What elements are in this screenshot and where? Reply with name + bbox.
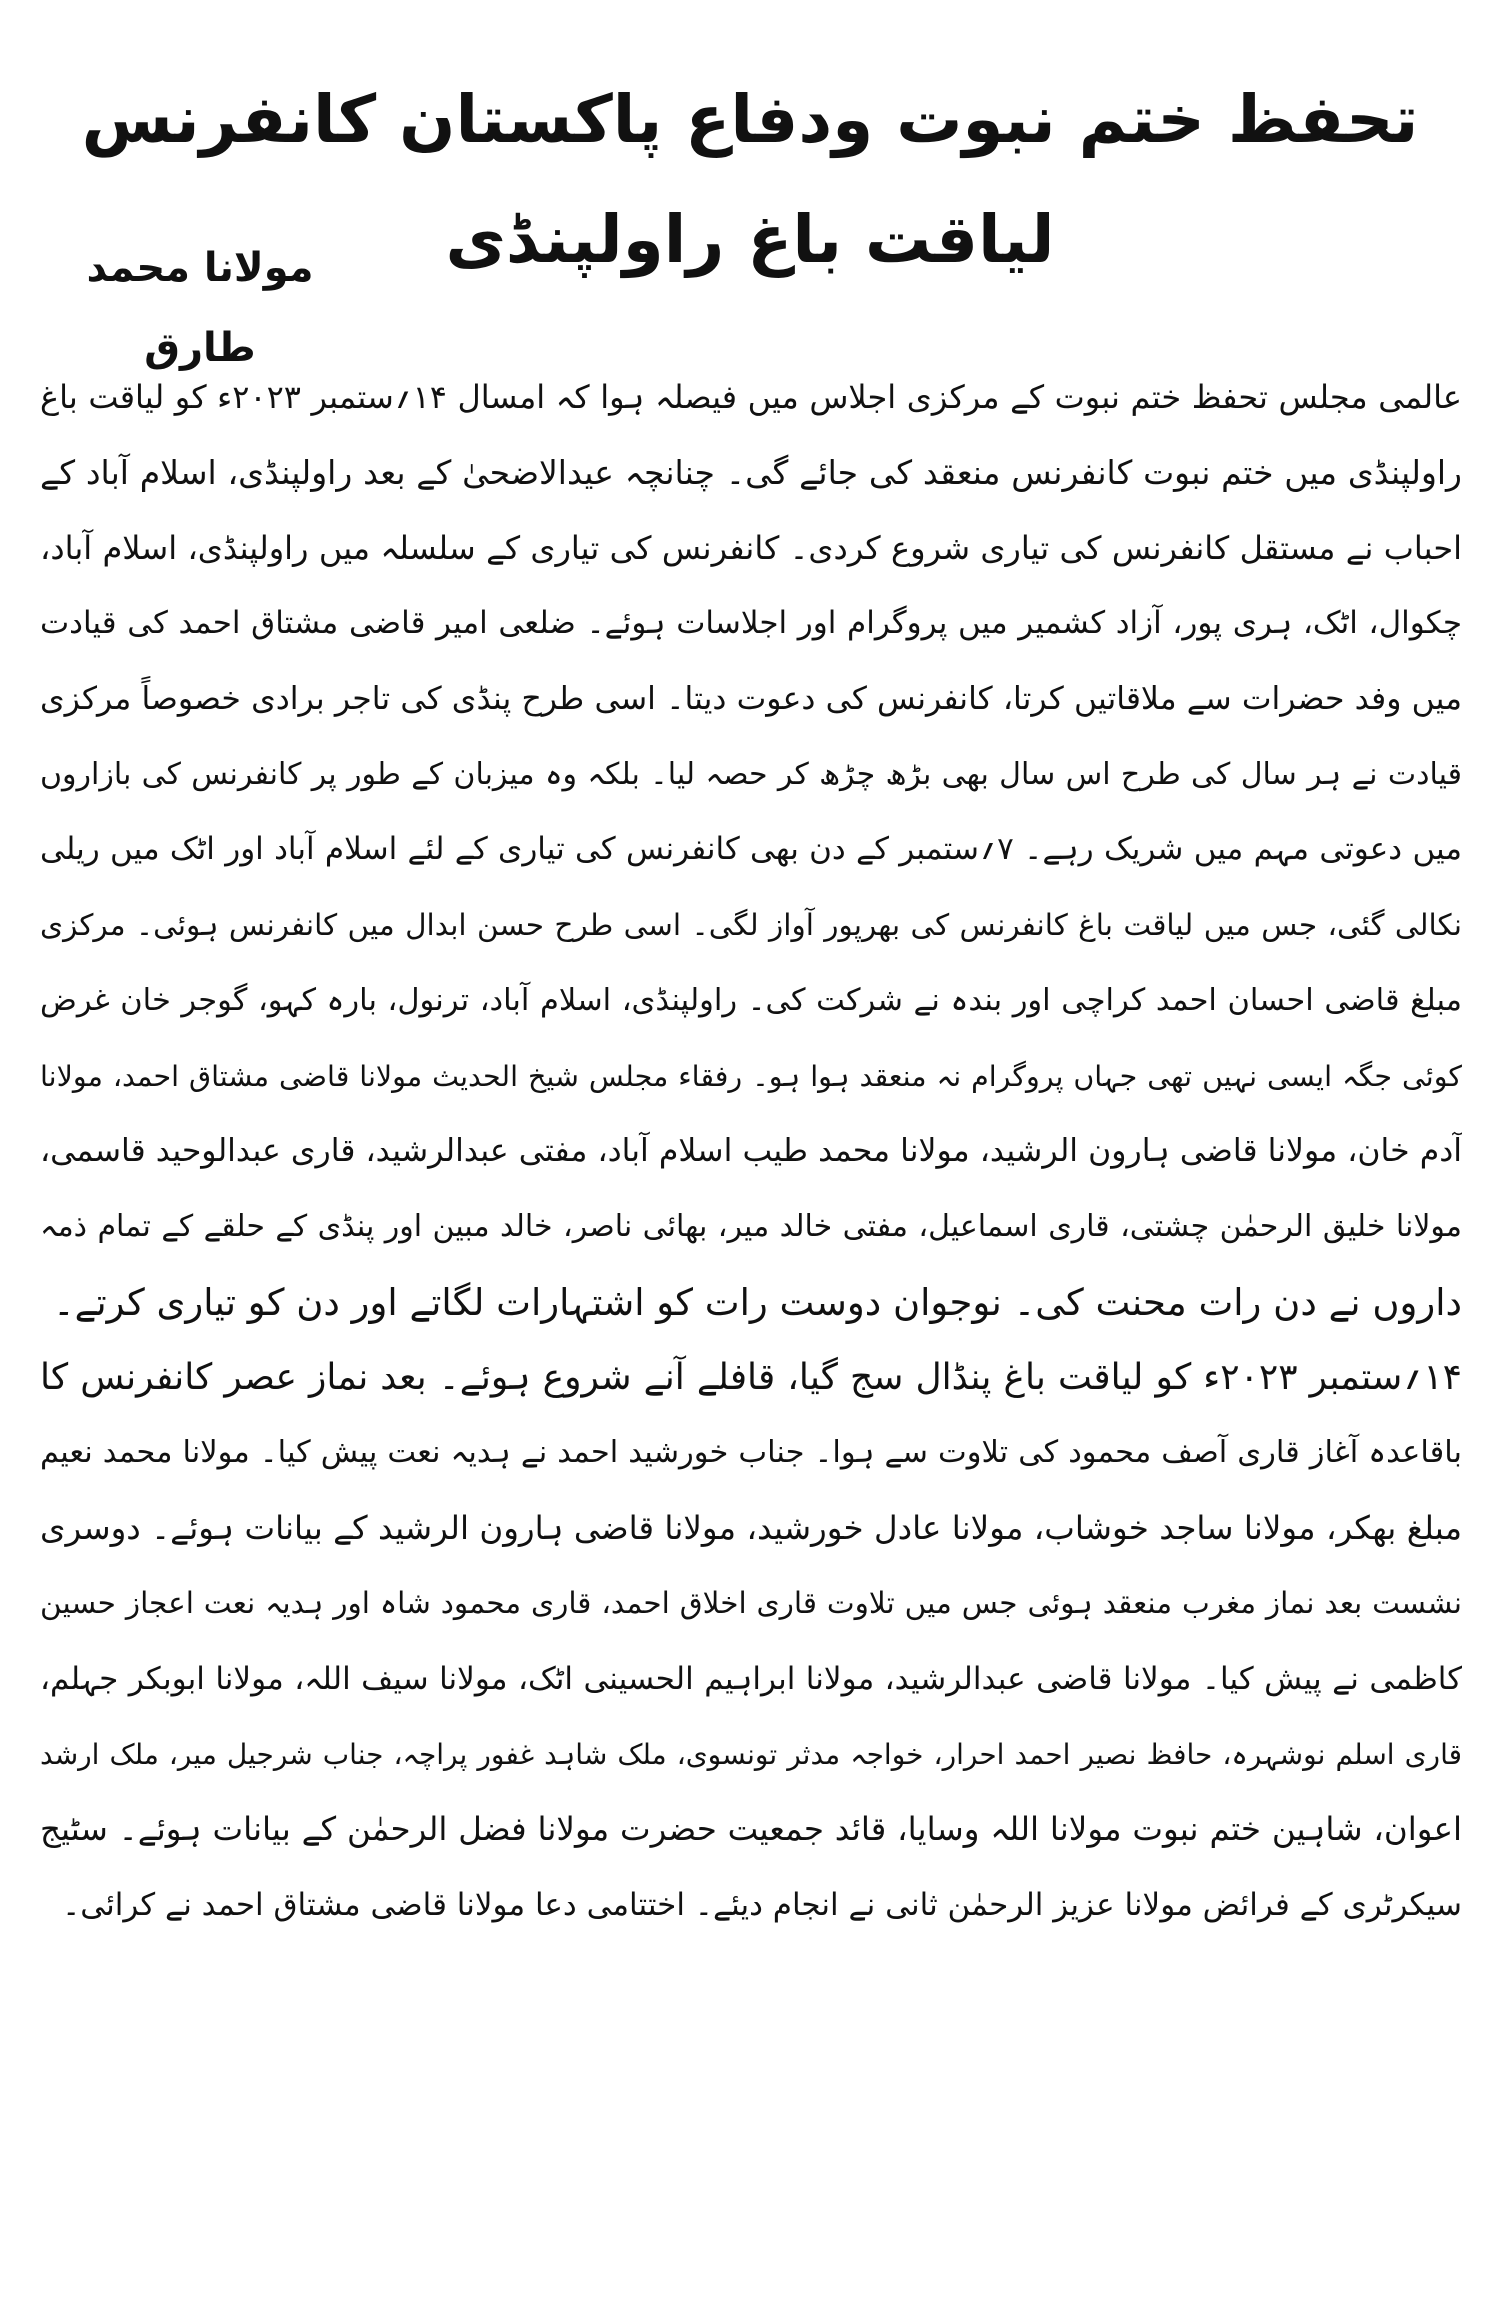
body-line: سیکرٹری کے فرائض مولانا عزیز الرحمٰن ثانی نے انجام دیئے۔ اختتامی دعا مولانا قاضی مشتاق احمد نے کرائی۔ — [62, 1886, 1462, 1923]
body-line: میں وفد حضرات سے ملاقاتیں کرتا، کانفرنس کی دعوت دیتا۔ اسی طرح پنڈی کی تاجر برادی خصوصاً مرکزی — [40, 680, 1462, 717]
body-line: ۱۴؍ستمبر ۲۰۲۳ء کو لیاقت باغ پنڈال سج گیا، قافلے آنے شروع ہوئے۔ بعد نماز عصر کانفرنس کا — [40, 1357, 1462, 1399]
article-title: تحفظ ختم نبوت ودفاع پاکستان کانفرنس لیاقت باغ راولپنڈی — [81, 81, 1419, 278]
body-line: نشست بعد نماز مغرب منعقد ہوئی جس میں تلاوت قاری اخلاق احمد، قاری محمود شاہ اور ہدیہ نعت اعجاز حسین — [40, 1586, 1462, 1621]
article-body — [40, 360, 1462, 1943]
author-byline: مولانا محمد طارق — [86, 245, 314, 371]
body-line: کاظمی نے پیش کیا۔ مولانا قاضی عبدالرشید، مولانا ابراہیم الحسینی اٹک، مولانا سیف اللہ، مولانا ابوبکر جہلم، — [40, 1660, 1462, 1697]
body-line: مبلغ بھکر، مولانا ساجد خوشاب، مولانا عادل خورشید، مولانا قاضی ہارون الرشید کے بیانات ہوئے۔ دوسری — [40, 1508, 1462, 1547]
body-line: قیادت نے ہر سال کی طرح اس سال بھی بڑھ چڑھ کر حصہ لیا۔ بلکہ وہ میزبان کے طور پر کانفرنس کی بازاروں — [40, 756, 1462, 792]
body-line: باقاعدہ آغاز قاری آصف محمود کی تلاوت سے ہوا۔ جناب خورشید احمد نے ہدیہ نعت پیش کیا۔ مولانا محمد نعیم — [40, 1435, 1462, 1471]
body-line: اعوان، شاہین ختم نبوت مولانا اللہ وسایا، قائد جمعیت حضرت مولانا فضل الرحمٰن کے بیانات ہوئے۔ سٹیج — [40, 1810, 1462, 1849]
body-line: راولپنڈی میں ختم نبوت کانفرنس منعقد کی جائے گی۔ چنانچہ عیدالاضحیٰ کے بعد راولپنڈی، اسلام آباد کے — [40, 453, 1462, 493]
body-line: کوئی جگہ ایسی نہیں تھی جہاں پروگرام نہ منعقد ہوا ہو۔ رفقاء مجلس شیخ الحدیث مولانا قاضی مشتاق احمد، مولانا — [40, 1059, 1462, 1093]
body-line: احباب نے مستقل کانفرنس کی تیاری شروع کردی۔ کانفرنس کی تیاری کے سلسلہ میں راولپنڈی، اسلام آباد، — [40, 528, 1462, 567]
body-line: آدم خان، مولانا قاضی ہارون الرشید، مولانا محمد طیب اسلام آباد، مفتی عبدالرشید، قاری عبدالوحید قاسمی، — [40, 1132, 1462, 1169]
body-line: مبلغ قاضی احسان احمد کراچی اور بندہ نے شرکت کی۔ راولپنڈی، اسلام آباد، ترنول، بارہ کہو، گوجر خان غرض — [40, 983, 1462, 1019]
body-line: چکوال، اٹک، ہری پور، آزاد کشمیر میں پروگرام اور اجلاسات ہوئے۔ ضلعی امیر قاضی مشتاق احمد کی قیادت — [40, 605, 1462, 642]
body-line: داروں نے دن رات محنت کی۔ نوجوان دوست رات کو اشتہارات لگاتے اور دن کو تیاری کرتے۔ — [53, 1280, 1462, 1324]
body-line: مولانا خلیق الرحمٰن چشتی، قاری اسماعیل، مفتی خالد میر، بھائی ناصر، خالد مبین اور پنڈی کے حلقے کے تمام ذمہ — [40, 1209, 1462, 1245]
body-line: عالمی مجلس تحفظ ختم نبوت کے مرکزی اجلاس میں فیصلہ ہوا کہ امسال ۱۴؍ستمبر ۲۰۲۳ء کو لیاقت باغ — [40, 378, 1462, 416]
body-line: نکالی گئی، جس میں لیاقت باغ کانفرنس کی بھرپور آواز لگی۔ اسی طرح حسن ابدال میں کانفرنس ہوئی۔ مرکزی — [40, 907, 1462, 942]
body-line: میں دعوتی مہم میں شریک رہے۔ ۷؍ستمبر کے دن بھی کانفرنس کی تیاری کے لئے اسلام آباد اور اٹک میں ریلی — [40, 831, 1462, 868]
body-line: قاری اسلم نوشہرہ، حافظ نصیر احمد احرار، خواجہ مدثر تونسوی، ملک شاہد غفور پراچہ، جناب شرجیل میر، ملک ارشد — [40, 1738, 1462, 1772]
